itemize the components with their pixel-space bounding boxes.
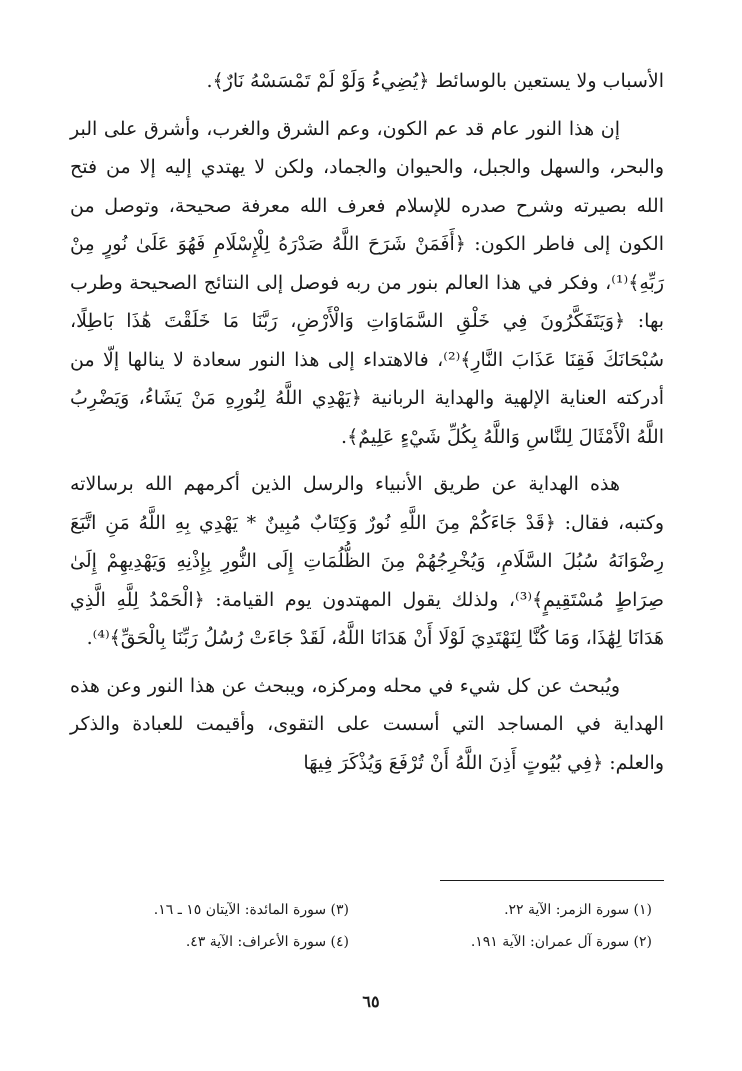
footnote-divider bbox=[440, 880, 664, 881]
paragraph-guidance-prophets: هذه الهداية عن طريق الأنبياء والرسل الذين أكرمهم الله برسالاته وكتبه، فقال: ﴿قَدْ جَاءَكُمْ مِنَ اللَّهِ نُورٌ وَكِتَابٌ مُبِينٌ * يَهْدِي بِهِ اللَّهُ مَنِ اتَّبَعَ رِضْوَانَهُ سُبُلَ السَّلَامِ، وَيُخْرِجُهُمْ مِنَ الظُّلُمَاتِ إِلَى النُّورِ بِإِذْنِهِ وَيَهْدِيهِمْ إِلَىٰ صِرَاطٍ مُسْتَقِيمٍ﴾⁽³⁾، ولذلك يقول المهتدون يوم القيامة: ﴿الْحَمْدُ لِلَّهِ الَّذِي هَدَانَا لِهَٰذَا، وَمَا كُنَّا لِنَهْتَدِيَ لَوْلَا أَنْ هَدَانَا اللَّهُ، لَقَدْ جَاءَتْ رُسُلُ رَبِّنَا بِالْحَقِّ﴾⁽⁴⁾. bbox=[70, 473, 664, 649]
page-number: ٦٥ bbox=[362, 992, 380, 1011]
page-body bbox=[70, 62, 664, 782]
footnote-1: (١) سورة الزمر: الآية ٢٢. bbox=[504, 902, 652, 918]
footnote-3: (٣) سورة المائدة: الآيتان ١٥ ـ ١٦. bbox=[153, 902, 349, 918]
footnotes bbox=[70, 898, 652, 954]
footnote-4: (٤) سورة الأعراف: الآية ٤٣. bbox=[185, 934, 349, 950]
paragraph-continuation: الأسباب ولا يستعين بالوسائط ﴿يُضِيءُ وَلَوْ لَمْ تَمْسَسْهُ نَارٌ﴾. bbox=[206, 70, 664, 92]
footnote-2: (٢) سورة آل عمران: الآية ١٩١. bbox=[470, 934, 652, 950]
paragraph-mosques: ويُبحث عن كل شيء في محله ومركزه، ويبحث عن هذا النور وعن هذه الهداية في المساجد التي أسست على التقوى، وأقيمت للعبادة والذكر والعلم: ﴿فِي بُيُوتٍ أَذِنَ اللَّهُ أَنْ تُرْفَعَ وَيُذْكَرَ فِيهَا bbox=[70, 674, 664, 774]
paragraph-light-of-universe: إن هذا النور عام قد عم الكون، وعم الشرق والغرب، وأشرق على البر والبحر، والسهل والجبل، والحيوان والجماد، ولكن لا يهتدي إليه إلا من فتح الله بصيرته وشرح صدره للإسلام فعرف الله معرفة صحيحة، وتوصل من الكون إلى فاطر الكون: ﴿أَفَمَنْ شَرَحَ اللَّهُ صَدْرَهُ لِلْإِسْلَامِ فَهُوَ عَلَىٰ نُورٍ مِنْ رَبِّهِ﴾⁽¹⁾، وفكر في هذا العالم بنور من ربه فوصل إلى النتائج الصحيحة وطرب بها: ﴿وَيَتَفَكَّرُونَ فِي خَلْقِ السَّمَاوَاتِ وَالْأَرْضِ، رَبَّنَا مَا خَلَقْتَ هَٰذَا بَاطِلًا، سُبْحَانَكَ فَقِنَا عَذَابَ النَّارِ﴾⁽²⁾، فالاهتداء إلى هذا النور سعادة لا ينالها إلّا من أدركته العناية الإلهية والهداية الربانية ﴿يَهْدِي اللَّهُ لِنُورِهِ مَنْ يَشَاءُ، وَيَضْرِبُ اللَّهُ الْأَمْثَالَ لِلنَّاسِ وَاللَّهُ بِكُلِّ شَيْءٍ عَلِيمٌ﴾. bbox=[70, 117, 664, 448]
